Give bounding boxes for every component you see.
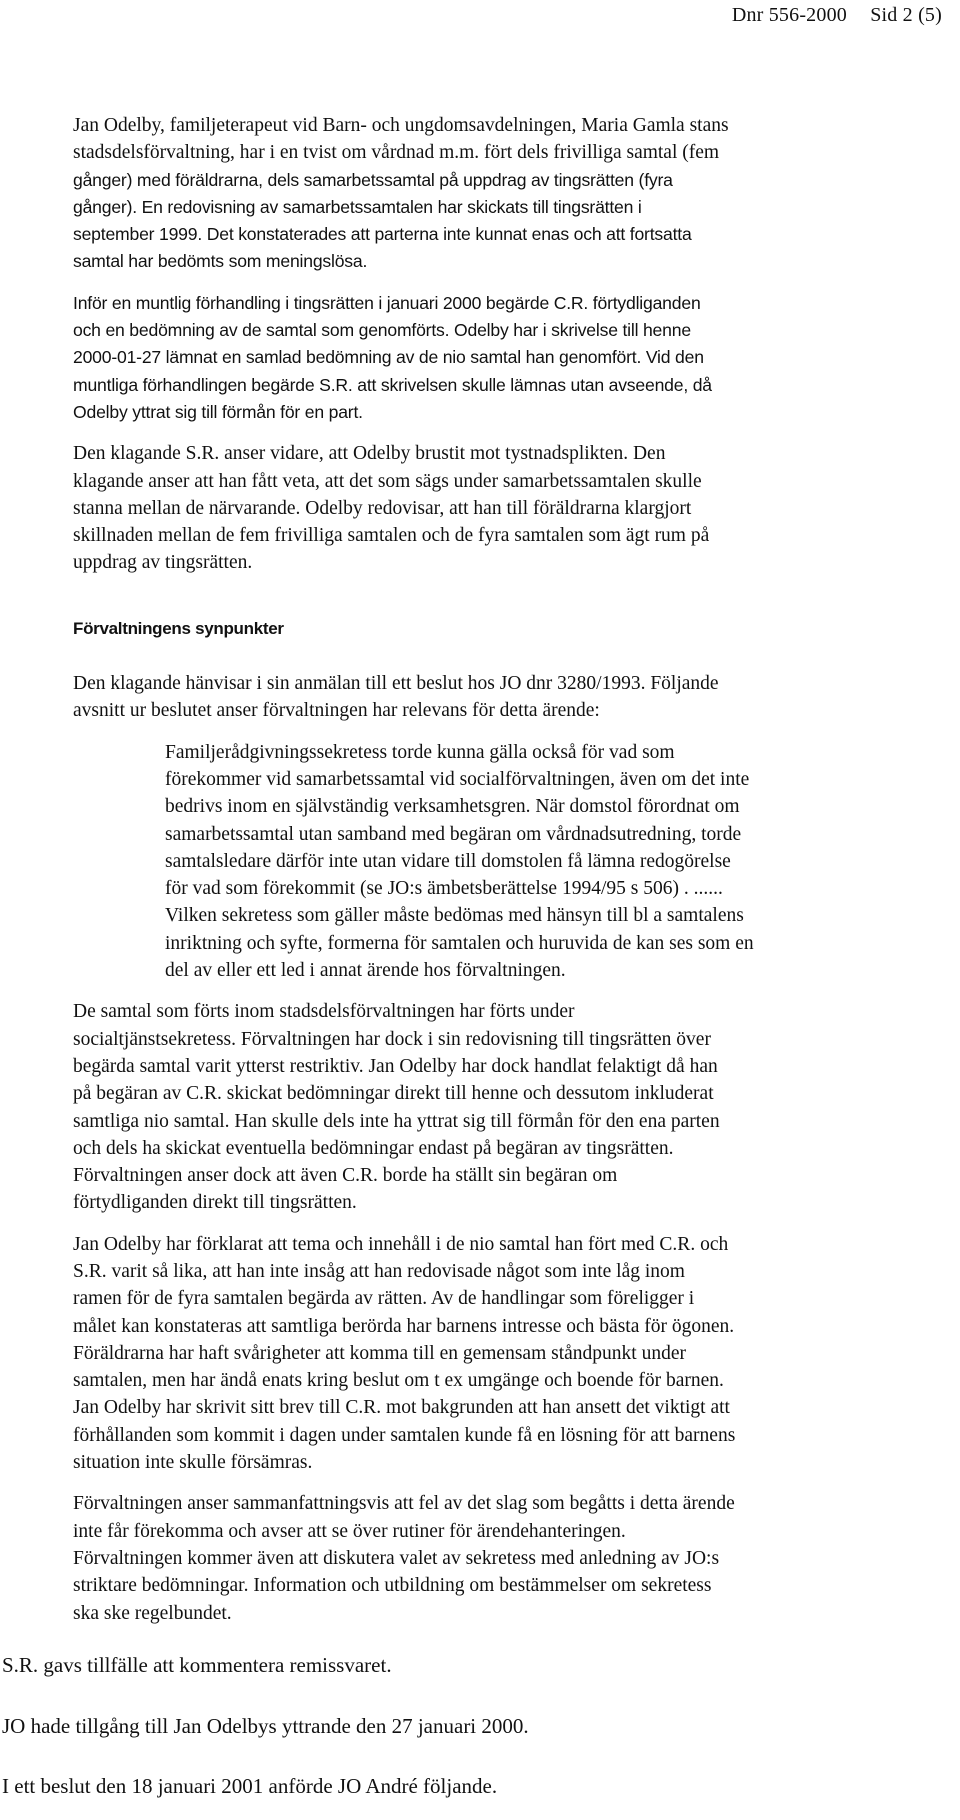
text-line: Förvaltningen anser sammanfattningsvis att fel av det slag som begåtts i detta ärende — [73, 1493, 735, 1515]
text-line: Den klagande S.R. anser vidare, att Odelby brustit mot tystnadsplikten. Den — [73, 443, 666, 465]
text-line: Jan Odelby har förklarat att tema och innehåll i de nio samtal han fört med C.R. och — [73, 1233, 729, 1255]
paragraph-reference — [73, 670, 891, 725]
paragraph-background — [73, 112, 891, 276]
text-line: på begäran av C.R. skickat bedömningar direkt till henne och dessutom inkluderat — [73, 1083, 714, 1105]
paragraph-summary — [73, 1490, 891, 1626]
text-line: avsnitt ur beslutet anser förvaltningen har relevans för detta ärende: — [73, 700, 600, 722]
text-line: förhållanden som kommit i dagen under samtalen kunde få en lösning för att barnens — [73, 1424, 736, 1446]
text-line: förekommer vid samarbetssamtal vid socialförvaltningen, även om det inte — [165, 768, 750, 790]
paragraph-explanation — [73, 1231, 891, 1477]
text-line: situation inte skulle försämras. — [73, 1452, 313, 1474]
paragraph-assessment — [73, 998, 891, 1216]
text-line: gånger). En redovisning av samarbetssamtalen har skickats till tingsrätten i — [73, 196, 642, 217]
text-line: stanna mellan de närvarande. Odelby redovisar, att han till föräldrarna klargjort — [73, 497, 692, 519]
document-body — [73, 112, 891, 1627]
text-line: uppdrag av tingsrätten. — [73, 552, 253, 574]
text-line: 2000-01-27 lämnat en samlad bedömning av de nio samtal han genomfört. Vid den — [73, 347, 704, 368]
text-line: klagande anser att han fått veta, att det som sägs under samarbetssamtalen skulle — [73, 470, 702, 492]
text-line: Inför en muntlig förhandling i tingsrätten i januari 2000 begärde C.R. förtydliganden — [73, 292, 701, 313]
text-line: samtalsledare därför inte utan vidare till domstolen få lämna redogörelse — [165, 850, 731, 872]
page-number: Sid 2 (5) — [870, 4, 942, 26]
text-line: skillnaden mellan de fem frivilliga samtalen och de fyra samtalen som ägt rum på — [73, 525, 710, 547]
closing-line-statement — [2, 1713, 942, 1739]
text-line: Jan Odelby, familjeterapeut vid Barn- och ungdomsavdelningen, Maria Gamla stans — [73, 115, 729, 136]
text-line: Odelby yttrat sig till förmån för en part. — [73, 401, 363, 422]
text-line: samtal har bedömts som meningslösa. — [73, 251, 368, 272]
paragraph-hearing — [73, 290, 891, 426]
text-line: Den klagande hänvisar i sin anmälan till ett beslut hos JO dnr 3280/1993. Följande — [73, 673, 719, 695]
text-line: målet kan konstateras att samtliga berörda har barnens intresse och bästa för ögonen. — [73, 1315, 735, 1337]
section-heading: Förvaltningens synpunkter — [73, 618, 284, 638]
page-header — [732, 4, 942, 27]
text-line: för vad som förekommit (se JO:s ämbetsberättelse 1994/95 s 506) . ...... — [165, 878, 723, 900]
text-line: samtliga nio samtal. Han skulle dels inte ha yttrat sig till förmån för den ena parten — [73, 1110, 720, 1132]
text-line: inriktning och syfte, formerna för samtalen och huruvida de kan ses som en — [165, 932, 754, 954]
text-line: S.R. gavs tillfälle att kommentera remissvaret. — [2, 1653, 392, 1677]
text-line: bedrivs inom en självständig verksamhetsgren. När domstol förordnat om — [165, 796, 740, 818]
text-line: del av eller ett led i annat ärende hos förvaltningen. — [165, 960, 566, 982]
text-line: september 1999. Det konstaterades att parterna inte kunnat enas och att fortsatta — [73, 224, 692, 245]
text-line: ska ske regelbundet. — [73, 1602, 232, 1624]
text-line: förtydliganden direkt till tingsrätten. — [73, 1192, 357, 1214]
text-line: muntliga förhandlingen begärde S.R. att skrivelsen skulle lämnas utan avseende, då — [73, 374, 712, 395]
text-line: S.R. varit så lika, att han inte insåg att han redovisade något som inte låg inom — [73, 1260, 685, 1282]
text-line: ramen för de fyra samtalen begärda av rätten. Av de handlingar som föreligger i — [73, 1288, 695, 1310]
text-line: De samtal som förts inom stadsdelsförvaltningen har förts under — [73, 1001, 575, 1023]
text-line: inte får förekomma och avser att se över rutiner för ärendehanteringen. — [73, 1520, 626, 1542]
closing-line-decision — [2, 1773, 942, 1799]
text-line: socialtjänstsekretess. Förvaltningen har dock i sin redovisning till tingsrätten över — [73, 1028, 711, 1050]
text-line: Förvaltningen kommer även att diskutera valet av sekretess med anledning av JO:s — [73, 1547, 720, 1569]
quoted-passage — [165, 739, 891, 985]
closing-line-remiss — [2, 1652, 942, 1678]
text-line: JO hade tillgång till Jan Odelbys yttrande den 27 januari 2000. — [2, 1714, 529, 1738]
text-line: och en bedömning av de samtal som genomförts. Odelby har i skrivelse till henne — [73, 320, 691, 341]
text-line: samarbetssamtal utan samband med begäran om vårdnadsutredning, torde — [165, 823, 742, 845]
text-line: Förvaltningen anser dock att även C.R. borde ha ställt sin begäran om — [73, 1165, 618, 1187]
text-line: och dels ha skickat eventuella bedömningar endast på begäran av tingsrätten. — [73, 1137, 674, 1159]
text-line: Vilken sekretess som gäller måste bedömas med hänsyn till bl a samtalens — [165, 905, 744, 927]
text-line: striktare bedömningar. Information och utbildning om bestämmelser om sekretess — [73, 1575, 712, 1597]
text-line: Jan Odelby har skrivit sitt brev till C.R. mot bakgrunden att han ansett det viktigt att — [73, 1397, 730, 1419]
text-line: stadsdelsförvaltning, har i en tvist om vårdnad m.m. fört dels frivilliga samtal (fem — [73, 142, 720, 164]
text-line: begärda samtal varit ytterst restriktiv. Jan Odelby har dock handlat felaktigt då han — [73, 1055, 718, 1077]
text-line: I ett beslut den 18 januari 2001 anförde JO André följande. — [2, 1774, 498, 1798]
text-line: gånger) med föräldrarna, dels samarbetssamtal på uppdrag av tingsrätten (fyra — [73, 169, 673, 190]
text-line: Föräldrarna har haft svårigheter att komma till en gemensam ståndpunkt under — [73, 1342, 686, 1364]
diary-number: Dnr 556-2000 — [731, 4, 847, 26]
text-line: samtalen, men har ändå enats kring beslut om t ex umgänge och boende för barnen. — [73, 1370, 724, 1392]
text-line: Familjerådgivningssekretess torde kunna gälla också för vad som — [165, 741, 675, 763]
paragraph-confidentiality-claim — [73, 440, 891, 576]
